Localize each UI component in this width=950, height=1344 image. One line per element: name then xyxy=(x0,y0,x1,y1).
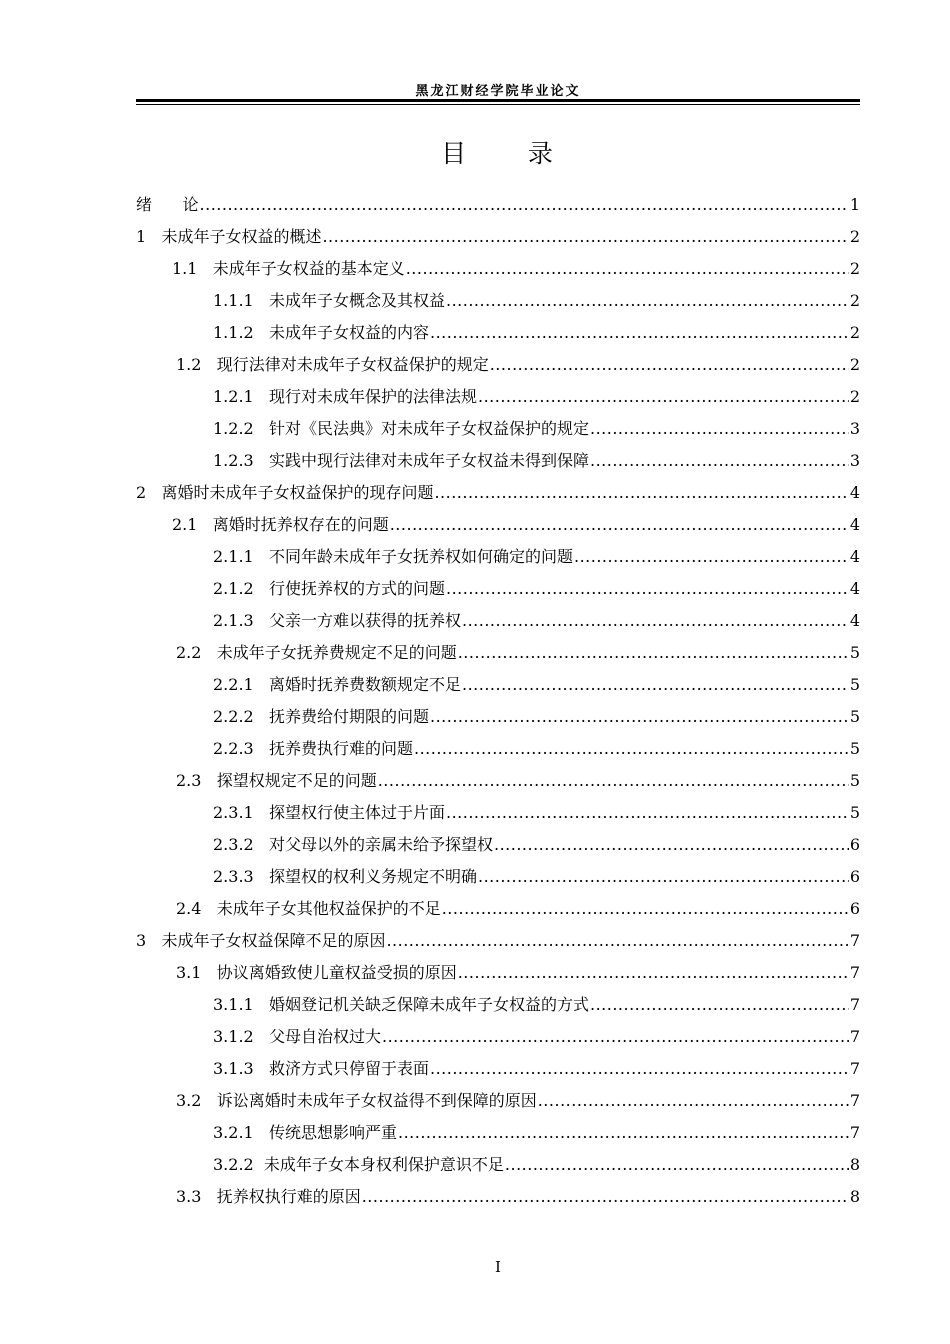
toc-entry-page: 7 xyxy=(849,1123,860,1142)
toc-entry-title: 1.2.1 现行对未成年保护的法律法规 xyxy=(213,387,477,406)
toc-leader-dots xyxy=(590,445,849,477)
toc-entry[interactable] xyxy=(136,861,860,893)
toc-entry-page: 2 xyxy=(849,387,860,406)
toc-entry-title: 3 未成年子女权益保障不足的原因 xyxy=(136,931,386,950)
toc-entry-title: 3.1.2 父母自治权过大 xyxy=(213,1027,381,1046)
toc-entry[interactable] xyxy=(136,733,860,765)
toc-leader-dots xyxy=(462,605,849,637)
toc-entry[interactable] xyxy=(136,541,860,573)
toc-entry-page: 5 xyxy=(849,803,860,822)
toc-entry[interactable] xyxy=(136,1117,860,1149)
toc-leader-dots xyxy=(430,701,849,733)
toc-entry-title: 2.1.1 不同年龄未成年子女抚养权如何确定的问题 xyxy=(213,547,573,566)
toc-entry-title: 2.4 未成年子女其他权益保护的不足 xyxy=(176,899,441,918)
toc-entry-title: 3.2.2 未成年子女本身权利保护意识不足 xyxy=(213,1155,504,1174)
toc-entry[interactable] xyxy=(136,285,860,317)
toc-entry[interactable] xyxy=(136,477,860,509)
toc-entry[interactable] xyxy=(136,413,860,445)
toc-entry-page: 5 xyxy=(849,707,860,726)
toc-entry-page: 5 xyxy=(849,643,860,662)
toc-entry-title: 1 未成年子女权益的概述 xyxy=(136,227,322,246)
toc-entry[interactable] xyxy=(136,989,860,1021)
toc-entry-title: 2 离婚时未成年子女权益保护的现存问题 xyxy=(136,483,434,502)
toc-entry-page: 7 xyxy=(849,1027,860,1046)
toc-entry-title: 1.1.2 未成年子女权益的内容 xyxy=(213,323,429,342)
toc-entry-page: 6 xyxy=(849,899,860,918)
toc-entry-page: 8 xyxy=(849,1155,860,1174)
toc-entry-title: 1.1 未成年子女权益的基本定义 xyxy=(172,259,405,278)
toc-entry-page: 2 xyxy=(849,355,860,374)
toc-leader-dots xyxy=(378,765,849,797)
toc-leader-dots xyxy=(430,317,849,349)
toc-leader-dots xyxy=(406,253,849,285)
toc-leader-dots xyxy=(458,637,849,669)
toc-entry[interactable] xyxy=(136,925,860,957)
toc-leader-dots xyxy=(494,829,849,861)
toc-entry-title: 2.3.2 对父母以外的亲属未给予探望权 xyxy=(213,835,493,854)
toc-leader-dots xyxy=(398,1117,849,1149)
toc-entry-title: 2.3 探望权规定不足的问题 xyxy=(176,771,377,790)
toc-leader-dots xyxy=(434,477,848,509)
toc-leader-dots xyxy=(462,669,849,701)
toc-heading: 目 录 xyxy=(441,139,555,168)
toc-entry[interactable] xyxy=(136,317,860,349)
header-rule-thin xyxy=(136,104,860,105)
toc-entry[interactable] xyxy=(136,829,860,861)
toc-entry[interactable] xyxy=(136,349,860,381)
toc-leader-dots xyxy=(442,893,849,925)
toc-entry-title: 2.1 离婚时抚养权存在的问题 xyxy=(172,515,389,534)
toc-leader-dots xyxy=(430,1053,849,1085)
toc-entry[interactable] xyxy=(136,509,860,541)
toc-entry-page: 5 xyxy=(849,675,860,694)
toc-entry-title: 3.1.1 婚姻登记机关缺乏保障未成年子女权益的方式 xyxy=(213,995,589,1014)
toc-entry-page: 3 xyxy=(849,419,860,438)
toc-leader-dots xyxy=(414,733,849,765)
toc-entry[interactable] xyxy=(136,445,860,477)
toc-entry-page: 3 xyxy=(849,451,860,470)
toc-entry-title: 1.2 现行法律对未成年子女权益保护的规定 xyxy=(176,355,489,374)
toc-entry-page: 6 xyxy=(849,867,860,886)
toc-leader-dots xyxy=(458,957,849,989)
toc-leader-dots xyxy=(590,413,849,445)
toc-leader-dots xyxy=(390,509,849,541)
toc-leader-dots xyxy=(505,1149,849,1181)
toc-leader-dots xyxy=(362,1181,849,1213)
toc-entry[interactable] xyxy=(136,1021,860,1053)
toc-entry[interactable] xyxy=(136,669,860,701)
toc-entry-title: 3.1 协议离婚致使儿童权益受损的原因 xyxy=(176,963,457,982)
toc-leader-dots xyxy=(490,349,849,381)
toc-leader-dots xyxy=(478,381,849,413)
toc-entry-title: 2.2.2 抚养费给付期限的问题 xyxy=(213,707,429,726)
toc-entry[interactable] xyxy=(136,221,860,253)
toc-leader-dots xyxy=(446,797,849,829)
toc-entry-page: 6 xyxy=(849,835,860,854)
toc-entry[interactable] xyxy=(136,893,860,925)
toc-entry-page: 2 xyxy=(849,291,860,310)
toc-leader-dots xyxy=(382,1021,849,1053)
toc-leader-dots xyxy=(590,989,849,1021)
toc-entry-title: 3.2.1 传统思想影响严重 xyxy=(213,1123,397,1142)
toc-entry-page: 7 xyxy=(849,931,860,950)
toc-entry[interactable] xyxy=(136,1053,860,1085)
toc-entry-page: 4 xyxy=(849,547,860,566)
toc-leader-dots xyxy=(200,189,849,221)
toc-entry-page: 4 xyxy=(849,611,860,630)
toc-entry-title: 3.1.3 救济方式只停留于表面 xyxy=(213,1059,429,1078)
toc-leader-dots xyxy=(538,1085,849,1117)
toc-entry-page: 4 xyxy=(849,579,860,598)
toc-entry-page: 4 xyxy=(849,483,860,502)
toc-entry-title: 2.3.1 探望权行使主体过于片面 xyxy=(213,803,445,822)
toc-leader-dots xyxy=(478,861,849,893)
toc-entry-page: 2 xyxy=(849,259,860,278)
toc-entry[interactable] xyxy=(136,573,860,605)
toc-entry[interactable] xyxy=(136,1181,860,1213)
toc-entry-page: 7 xyxy=(849,1091,860,1110)
page-header-title: 黑龙江财经学院毕业论文 xyxy=(415,84,581,99)
toc-entry[interactable] xyxy=(136,957,860,989)
toc-entry-page: 8 xyxy=(849,1187,860,1206)
toc-entry-page: 2 xyxy=(849,227,860,246)
toc-entry-title: 绪 论 xyxy=(136,195,199,214)
toc-entry[interactable] xyxy=(136,1085,860,1117)
toc-entry-title: 2.2 未成年子女抚养费规定不足的问题 xyxy=(176,643,457,662)
toc-entry-page: 4 xyxy=(849,515,860,534)
toc-leader-dots xyxy=(322,221,848,253)
toc-entry[interactable] xyxy=(136,189,860,221)
toc-entry-title: 2.2.1 离婚时抚养费数额规定不足 xyxy=(213,675,461,694)
toc-entry[interactable] xyxy=(136,605,860,637)
toc-entry-title: 1.2.2 针对《民法典》对未成年子女权益保护的规定 xyxy=(213,419,589,438)
toc-entry[interactable] xyxy=(136,797,860,829)
toc-leader-dots xyxy=(446,285,849,317)
toc-entry-page: 5 xyxy=(849,739,860,758)
toc-entry-title: 3.2 诉讼离婚时未成年子女权益得不到保障的原因 xyxy=(176,1091,537,1110)
toc-entry[interactable] xyxy=(136,637,860,669)
toc-entry-page: 2 xyxy=(849,323,860,342)
toc-entry-title: 2.1.3 父亲一方难以获得的抚养权 xyxy=(213,611,461,630)
toc-entry-title: 1.2.3 实践中现行法律对未成年子女权益未得到保障 xyxy=(213,451,589,470)
toc-entry-title: 2.1.2 行使抚养权的方式的问题 xyxy=(213,579,445,598)
toc-entry[interactable] xyxy=(136,765,860,797)
toc-entry[interactable] xyxy=(136,381,860,413)
toc-leader-dots xyxy=(574,541,849,573)
table-of-contents xyxy=(136,189,860,1213)
footer-page-number: I xyxy=(495,1258,501,1276)
toc-leader-dots xyxy=(446,573,849,605)
toc-leader-dots xyxy=(386,925,848,957)
toc-entry[interactable] xyxy=(136,701,860,733)
toc-entry[interactable] xyxy=(136,1149,860,1181)
toc-entry-title: 1.1.1 未成年子女概念及其权益 xyxy=(213,291,445,310)
toc-entry-page: 7 xyxy=(849,963,860,982)
toc-entry-page: 5 xyxy=(849,771,860,790)
toc-entry-page: 7 xyxy=(849,995,860,1014)
toc-entry[interactable] xyxy=(136,253,860,285)
toc-entry-title: 2.3.3 探望权的权利义务规定不明确 xyxy=(213,867,477,886)
toc-entry-page: 1 xyxy=(849,195,860,214)
toc-entry-page: 7 xyxy=(849,1059,860,1078)
toc-entry-title: 3.3 抚养权执行难的原因 xyxy=(176,1187,361,1206)
toc-entry-title: 2.2.3 抚养费执行难的问题 xyxy=(213,739,413,758)
header-rule-thick xyxy=(136,99,860,102)
